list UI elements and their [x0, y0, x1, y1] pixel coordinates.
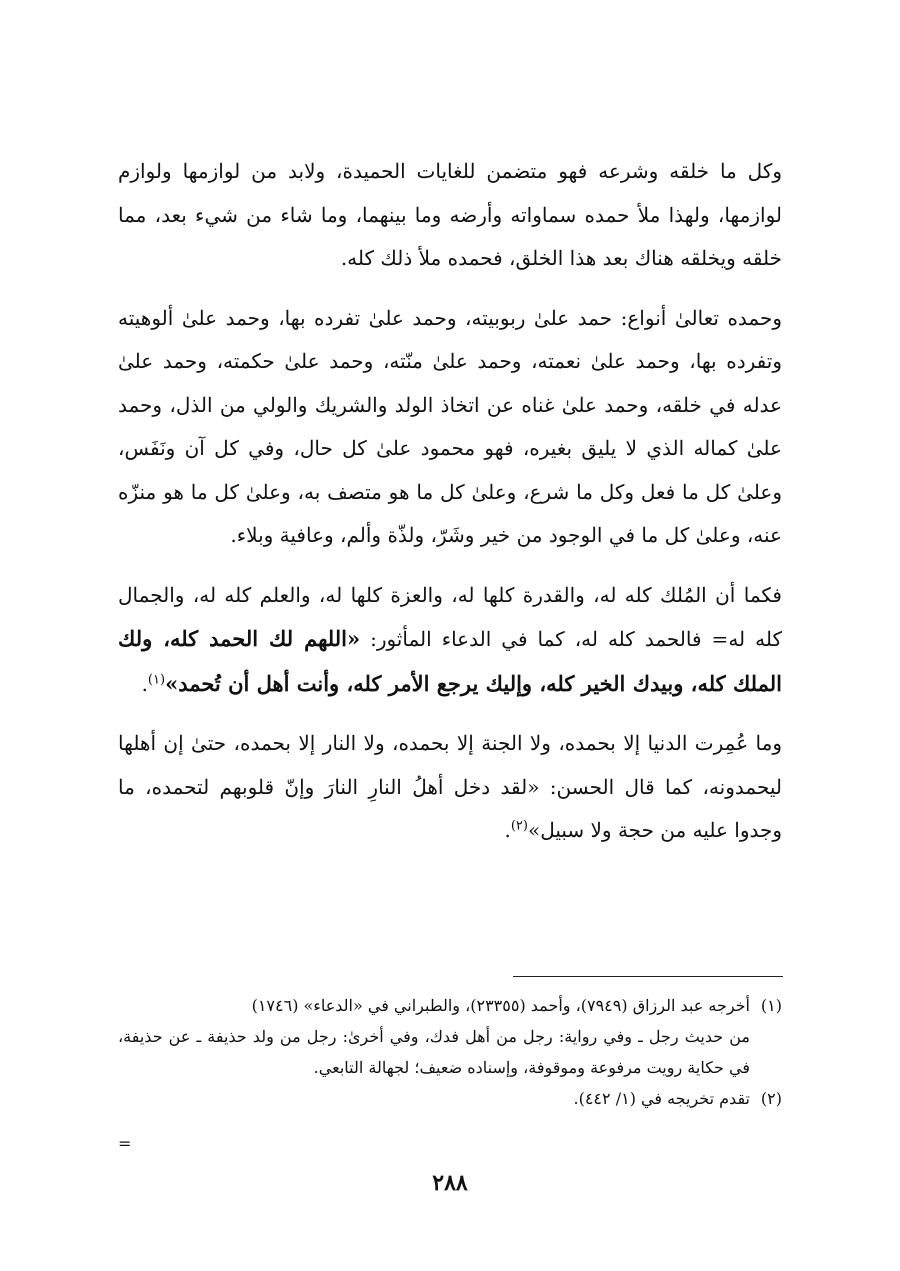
page-number: ٢٨٨: [432, 1170, 468, 1196]
paragraph-2: [118, 297, 782, 558]
paragraph-1: [118, 150, 782, 281]
footnote-text: تقدم تخريجه في (١/ ٤٤٢).: [573, 1089, 750, 1108]
paragraph-4: [118, 722, 782, 853]
paragraph-text: فكما أن المُلك كله له، والقدرة كلها له، والعزة كلها له، والعلم كله له، والجمال كله له= فالحمد كله له، كما في الدعاء المأثور:: [118, 582, 782, 651]
footnotes: [118, 990, 782, 1114]
period: .: [504, 818, 511, 842]
paragraph-3: [118, 574, 782, 707]
paragraph-text: وكل ما خلقه وشرعه فهو متضمن للغايات الحميدة، ولابد من لوازمها ولوازم لوازمها، ولهذا ملأ حمده سماواته وأرضه وما بينهما، وما شاء من شيء بعد، مما خلقه ويخلقه هناك بعد هذا الخلق، فحمده ملأ ذلك كله.: [118, 159, 782, 270]
footnote-text: من حديث رجل ـ وفي رواية: رجل من أهل فدك، وفي أخرىٰ: رجل من ولد حذيفة ـ عن حذيفة، في حكاية رويت مرفوعة وموقوفة، وإسناده ضعيف؛ لجهالة التابعي.: [118, 1027, 750, 1077]
footnote-1: [118, 990, 782, 1021]
footnote-mark: (١): [760, 996, 782, 1015]
footnote-ref-1[interactable]: (١): [147, 671, 166, 687]
footnote-text: أخرجه عبد الرزاق (٧٩٤٩)، وأحمد (٢٣٣٥٥)، والطبراني في «الدعاء» (١٧٤٦): [251, 996, 750, 1015]
footnote-mark: (٢): [760, 1089, 782, 1108]
paragraph-text: وحمده تعالىٰ أنواع: حمد علىٰ ربوبيته، وحمد علىٰ تفرده بها، وحمد علىٰ ألوهيته وتفرده بها، وحمد علىٰ نعمته، وحمد علىٰ منّته، وحمد علىٰ حكمته، وحمد علىٰ عدله في خلقه، وحمد علىٰ غناه عن اتخاذ الولد والشريك والولي من الذل، وحمد علىٰ كماله الذي لا يليق بغيره، فهو محمود علىٰ كل حال، وفي كل آن ونَفَس، وعلىٰ كل ما فعل وكل ما شرع، وعلىٰ كل ما هو متصف به، وعلىٰ كل ما هو منزّه عنه، وعلىٰ كل ما في الوجود من خير وشَرّ، ولذّة وألم، وعافية وبلاء.: [118, 305, 782, 547]
continuation-mark: =: [118, 1134, 132, 1153]
paragraph-text: وما عُمِرت الدنيا إلا بحمده، ولا الجنة إلا بحمده، ولا النار إلا بحمده، حتىٰ إن أهلها ليحمدونه، كما قال الحسن: «لقد دخل أهلُ النارِ النارَ وإنّ قلوبهم لتحمده، ما وجدوا عليه من حجة ولا سبيل»: [118, 731, 782, 842]
footnote-divider: [513, 976, 783, 977]
main-text: [118, 150, 782, 869]
period: .: [141, 671, 148, 696]
footnote-1-continued: [118, 1021, 782, 1083]
hadith-quote: «اللهم لك الحمد كله، ولك الملك كله، وبيدك الخير كله، وإليك يرجع الأمر كله، وأنت أهل أن تُحمد»: [118, 626, 782, 696]
footnote-2: [118, 1083, 782, 1114]
footnote-ref-2[interactable]: (٢): [510, 818, 528, 834]
